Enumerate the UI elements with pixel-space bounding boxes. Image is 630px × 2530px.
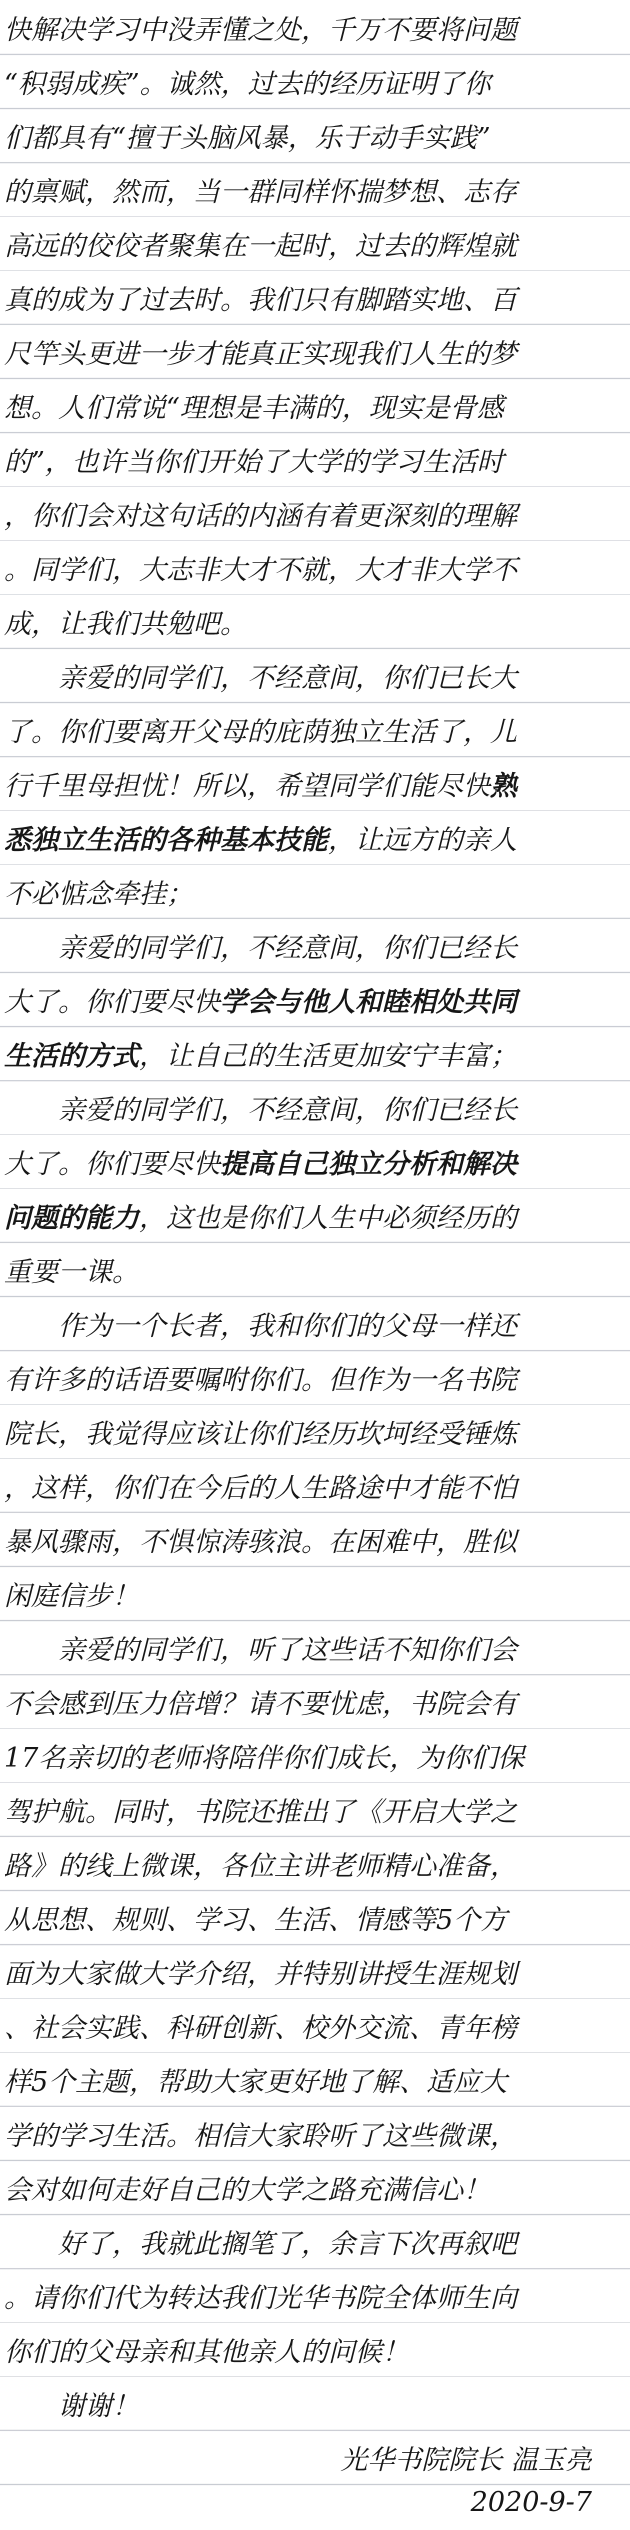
text-line: 真的成为了过去时。我们只有脚踏实地、百: [4, 285, 517, 316]
signature-author: 光华书院院长 温玉亮: [340, 2445, 592, 2476]
text-line: 。同学们，大志非大才不就，大才非大学不: [4, 555, 517, 586]
text-line: 高远的佼佼者聚集在一起时，过去的辉煌就: [4, 231, 517, 262]
text-line: 亲爱的同学们，不经意间，你们已经长: [4, 1095, 517, 1126]
emphasis-text: 学会与他人和睦相处共同: [220, 987, 517, 1018]
text-line: 。请你们代为转达我们光华书院全体师生向: [4, 2283, 517, 2314]
emphasis-text: 熟: [490, 771, 517, 802]
text-line: 不会感到压力倍增？请不要忧虑，书院会有: [4, 1689, 517, 1720]
text-line: 作为一个长者，我和你们的父母一样还: [4, 1311, 517, 1342]
text-line: 亲爱的同学们，不经意间，你们已长大: [4, 663, 517, 694]
text-line: 你们的父母亲和其他亲人的问候！: [4, 2337, 409, 2368]
text-span: ，让自己的生活更加安宁丰富；: [139, 1041, 517, 1072]
text-line: 成，让我们共勉吧。: [4, 609, 247, 640]
text-span: 大了。你们要尽快: [4, 1149, 220, 1180]
text-line: 的禀赋，然而，当一群同样怀揣梦想、志存: [4, 177, 517, 208]
text-line: 的”，也许当你们开始了大学的学习生活时: [4, 447, 504, 478]
text-span: ，这也是你们人生中必须经历的: [139, 1203, 517, 1234]
signature-date: 2020-9-7: [470, 2487, 592, 2518]
text-line: 驾护航。同时，书院还推出了《开启大学之: [4, 1797, 517, 1828]
text-line: 样5个主题，帮助大家更好地了解、适应大: [4, 2067, 508, 2098]
text-line: “积弱成疾”。诚然，过去的经历证明了你: [4, 69, 491, 100]
text-line: 了。你们要离开父母的庇荫独立生活了，儿: [4, 717, 517, 748]
text-line: [4, 1138, 626, 1192]
text-line: 谢谢！: [4, 2391, 139, 2422]
text-line: 们都具有“擅于头脑风暴，乐于动手实践”: [4, 123, 491, 154]
text-line: [4, 760, 626, 814]
text-span: 行千里母担忧！所以，希望同学们能尽快: [4, 771, 490, 802]
text-line: 快解决学习中没弄懂之处，千万不要将问题: [4, 15, 517, 46]
emphasis-text: 悉独立生活的各种基本技能: [4, 825, 328, 856]
text-span: ，让远方的亲人: [328, 825, 517, 856]
text-line: [4, 1192, 626, 1246]
text-line: ，这样，你们在今后的人生路途中才能不怕: [4, 1473, 517, 1504]
text-line: 学的学习生活。相信大家聆听了这些微课，: [4, 2121, 517, 2152]
text-line: 亲爱的同学们，不经意间，你们已经长: [4, 933, 517, 964]
text-line: ，你们会对这句话的内涵有着更深刻的理解: [4, 501, 517, 532]
emphasis-text: 提高自己独立分析和解决: [220, 1149, 517, 1180]
text-line: [4, 814, 626, 868]
text-span: 大了。你们要尽快: [4, 987, 220, 1018]
text-line: 、社会实践、科研创新、校外交流、青年榜: [4, 2013, 517, 2044]
emphasis-text: 生活的方式: [4, 1041, 139, 1072]
text-line: 从思想、规则、学习、生活、情感等5个方: [4, 1905, 508, 1936]
text-line: 重要一课。: [4, 1257, 139, 1288]
text-line: 暴风骤雨，不惧惊涛骇浪。在困难中，胜似: [4, 1527, 517, 1558]
text-line: 好了，我就此搁笔了，余言下次再叙吧: [4, 2229, 517, 2260]
text-line: 想。人们常说“理想是丰满的，现实是骨感: [4, 393, 504, 424]
text-line: 不必惦念牵挂；: [4, 879, 193, 910]
text-line: 17名亲切的老师将陪伴你们成长，为你们保: [4, 1743, 525, 1774]
text-line: 院长，我觉得应该让你们经历坎坷经受锤炼: [4, 1419, 517, 1450]
text-line: [4, 976, 626, 1030]
text-line: [4, 1030, 626, 1084]
text-line: 路》的线上微课，各位主讲老师精心准备，: [4, 1851, 517, 1882]
text-line: 闲庭信步！: [4, 1581, 139, 1612]
emphasis-text: 问题的能力: [4, 1203, 139, 1234]
text-line: 面为大家做大学介绍，并特别讲授生涯规划: [4, 1959, 517, 1990]
text-line: 亲爱的同学们，听了这些话不知你们会: [4, 1635, 517, 1666]
text-line: 尺竿头更进一步才能真正实现我们人生的梦: [4, 339, 517, 370]
text-line: 会对如何走好自己的大学之路充满信心！: [4, 2175, 490, 2206]
text-line: 有许多的话语要嘱咐你们。但作为一名书院: [4, 1365, 517, 1396]
